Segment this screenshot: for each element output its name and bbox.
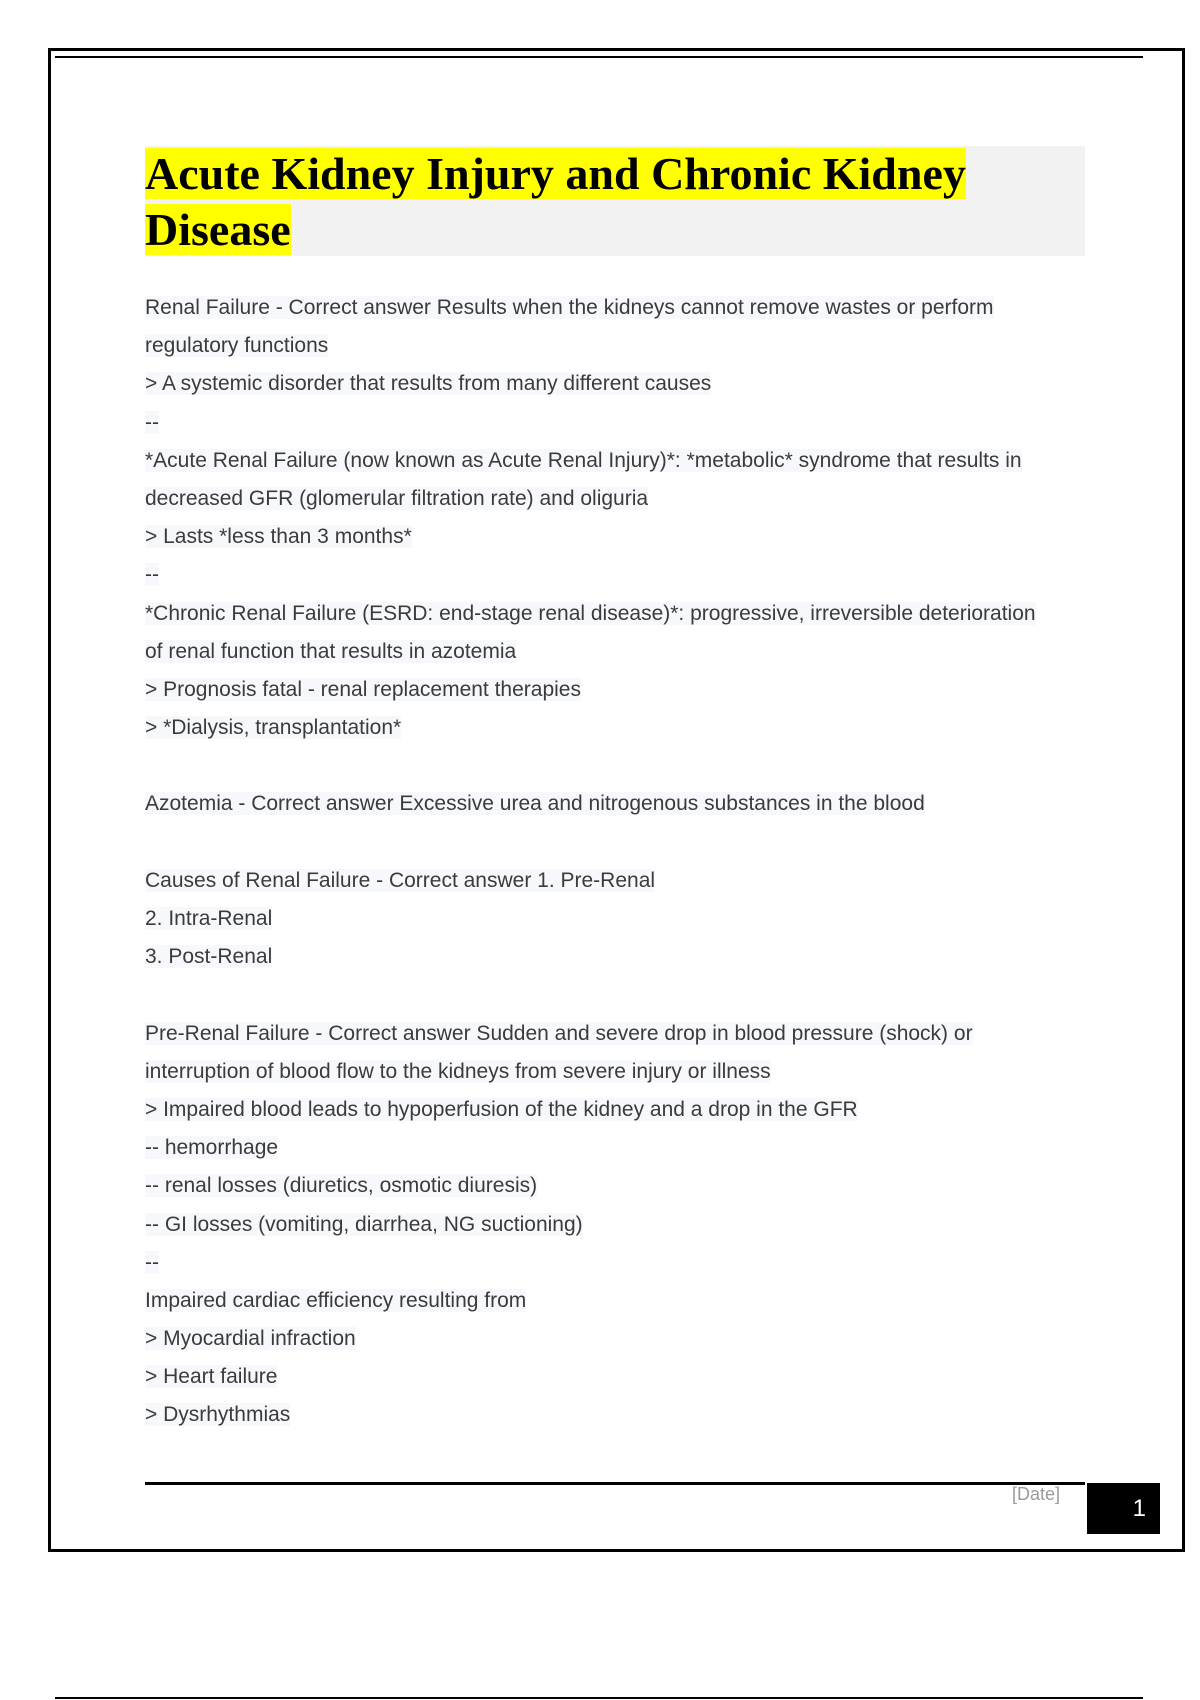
text-line-content: > A systemic disorder that results from many different causes [145,372,712,396]
text-line-content: > Impaired blood leads to hypoperfusion of the kidney and a drop in the GFR [145,1097,858,1121]
text-line [145,1091,1095,1129]
text-line [145,518,1095,556]
text-line-content: *Chronic Renal Failure (ESRD: end-stage renal disease)*: progressive, irreversible deterioration [145,601,1036,625]
text-line [145,747,1095,785]
text-line [145,595,1095,633]
text-line [145,862,1095,900]
title-block [145,146,1085,256]
text-line-content: 3. Post-Renal [145,945,273,969]
text-line [145,365,1095,403]
footer-rule [145,1482,1085,1485]
text-line [145,1015,1095,1053]
text-line [145,1320,1095,1358]
text-line [145,824,1095,862]
page-title [145,146,1085,258]
text-line [145,480,1095,518]
text-line-content: > Lasts *less than 3 months* [145,525,412,549]
text-line [145,1358,1095,1396]
text-line-content: > Prognosis fatal - renal replacement therapies [145,677,581,701]
text-line [145,1206,1095,1244]
text-line [145,1129,1095,1167]
text-line [145,1282,1095,1320]
text-line [145,633,1095,671]
text-line-content: > *Dialysis, transplantation* [145,716,402,740]
text-line-content: > Heart failure [145,1365,278,1389]
title-line-1: Acute Kidney Injury and Chronic Kidney [145,148,966,199]
text-line-content: -- hemorrhage [145,1136,279,1160]
date-placeholder: [Date] [1012,1484,1061,1504]
text-line [145,404,1095,442]
text-line [145,1167,1095,1205]
text-line-content: of renal function that results in azotemia [145,639,517,663]
text-line-content: 2. Intra-Renal [145,907,273,930]
text-line-content: -- [145,563,159,587]
page-number-box [1087,1483,1160,1534]
text-line-content: > Dysrhythmias [145,1403,291,1427]
text-line-content: Azotemia - Correct answer Excessive urea and nitrogenous substances in the blood [145,792,925,816]
text-line-content: Causes of Renal Failure - Correct answer 1. Pre-Renal [145,868,656,892]
text-line-content: interruption of blood flow to the kidneys from severe injury or illness [145,1059,771,1083]
text-line-content: > Myocardial infraction [145,1327,356,1351]
text-line-content: decreased GFR (glomerular filtration rate) and oliguria [145,486,649,510]
text-line-content: Renal Failure - Correct answer Results when the kidneys cannot remove wastes or perform [145,296,994,319]
text-line [145,900,1095,938]
text-line [145,442,1095,480]
page-number: 1 [1132,1494,1146,1522]
text-line [145,671,1095,709]
text-line [145,327,1095,365]
text-line [145,556,1095,594]
text-line-content: regulatory functions [145,334,329,358]
text-line-content: *Acute Renal Failure (now known as Acute Renal Injury)*: *metabolic* syndrome that results in [145,448,1022,472]
text-line [145,938,1095,976]
title-line-2: Disease [145,204,291,255]
text-line [145,976,1095,1014]
text-line [145,785,1095,823]
text-line [145,289,1095,327]
text-line-content: Pre-Renal Failure - Correct answer Sudden and severe drop in blood pressure (shock) or [145,1021,973,1045]
next-page-rule [55,1697,1143,1699]
text-line-content: -- [145,1250,159,1274]
text-line [145,1396,1095,1434]
text-line [145,1053,1095,1091]
document-body [145,289,1095,1435]
text-line [145,709,1095,747]
text-line-content: -- renal losses (diuretics, osmotic diuresis) [145,1174,538,1198]
text-line-content: Impaired cardiac efficiency resulting from [145,1288,527,1312]
text-line-content: -- GI losses (vomiting, diarrhea, NG suctioning) [145,1212,583,1236]
text-line-content: -- [145,410,159,434]
text-line [145,1244,1095,1282]
